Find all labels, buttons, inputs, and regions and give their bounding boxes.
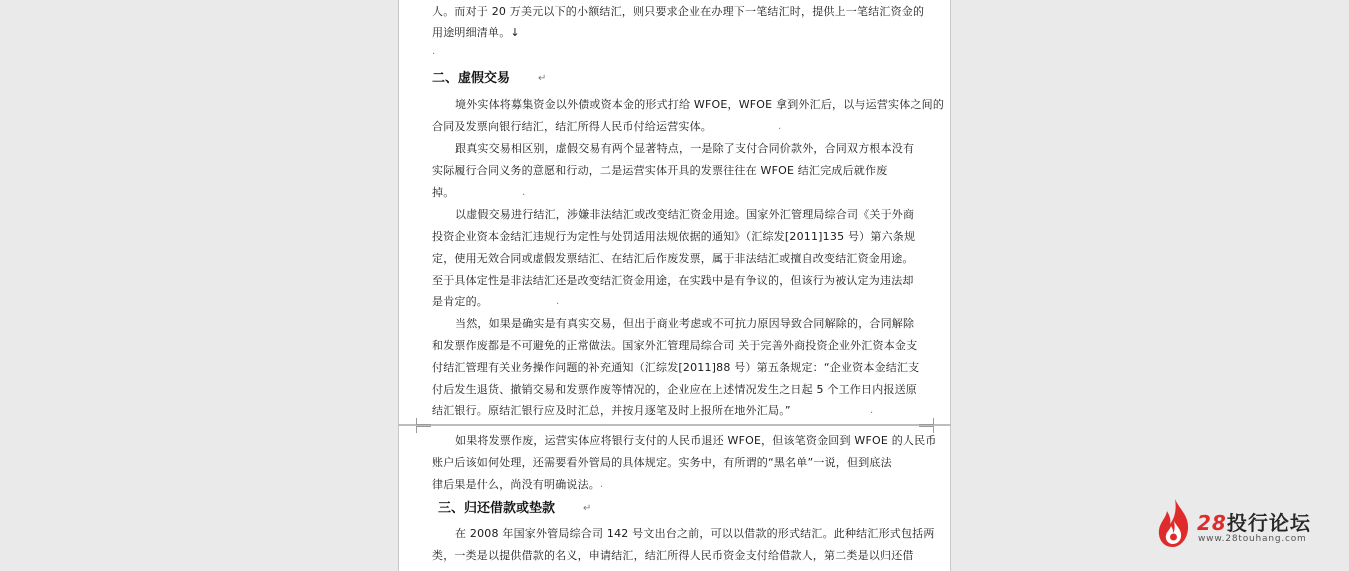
- paragraph-mark: .: [522, 187, 526, 198]
- site-watermark-logo: [1155, 497, 1330, 549]
- paragraph-mark: .: [432, 46, 436, 57]
- logo-title: 28投行论坛: [1197, 511, 1311, 535]
- paragraph-line[interactable]: 以虚假交易进行结汇，涉嫌非法结汇或改变结汇资金用途。国家外汇管理局综合司《关于外商: [455, 208, 915, 221]
- paragraph-line[interactable]: 实际履行合同义务的意愿和行动，二是运营实体开具的发票往往在 WFOE 结汇完成后就作废: [432, 164, 888, 177]
- page-corner-mark: [416, 418, 431, 425]
- paragraph-line[interactable]: 付结汇管理有关业务操作问题的补充通知（汇综发[2011]88 号）第五条规定：“企业资本金结汇支: [432, 361, 920, 374]
- paragraph-mark: ↵: [538, 73, 547, 84]
- paragraph-line[interactable]: 投资企业资本金结汇违规行为定性与处罚适用法规依据的通知》（汇综发[2011]135 号）第六条规: [432, 230, 916, 243]
- paragraph-line[interactable]: 人。而对于 20 万美元以下的小额结汇，则只要求企业在办理下一笔结汇时，提供上一笔结汇资金的: [432, 5, 925, 18]
- paragraph-mark: ↵: [583, 503, 592, 514]
- flame-icon: [1155, 497, 1195, 549]
- paragraph-line[interactable]: 付后发生退货、撤销交易和发票作废等情况的，企业应在上述情况发生之日起 5 个工作日内报送原: [432, 383, 917, 396]
- page-corner-mark: [416, 426, 431, 433]
- paragraph-line[interactable]: 结汇银行。原结汇银行应及时汇总，并按月逐笔及时上报所在地外汇局。”: [432, 404, 791, 417]
- paragraph-line[interactable]: 境外实体将募集资金以外债或资本金的形式打给 WFOE，WFOE 拿到外汇后，以与运营实体之间的: [455, 98, 945, 111]
- paragraph-line[interactable]: 如果将发票作废，运营实体应将银行支付的人民币退还 WFOE，但该笔资金回到 WFOE 的人民币: [455, 434, 937, 447]
- paragraph-line[interactable]: 和发票作废都是不可避免的正常做法。国家外汇管理局综合司 关于完善外商投资企业外汇资本金支: [432, 339, 918, 352]
- paragraph-line[interactable]: 掉。: [432, 186, 455, 199]
- paragraph-line[interactable]: 定，使用无效合同或虚假发票结汇、在结汇后作废发票，属于非法结汇或擅自改变结汇资金用途。: [432, 252, 914, 265]
- section-heading[interactable]: 二、虚假交易: [432, 71, 511, 86]
- paragraph-line[interactable]: 用途明细清单。↓: [432, 26, 520, 39]
- page-corner-mark: [919, 418, 934, 425]
- paragraph-line[interactable]: 在 2008 年国家外管局综合司 142 号文出台之前，可以以借款的形式结汇。此种结汇形式包括两: [455, 527, 935, 540]
- paragraph-line[interactable]: 是肯定的。: [432, 295, 488, 308]
- section-heading[interactable]: 三、归还借款或垫款: [438, 501, 556, 516]
- page-corner-mark: [919, 426, 934, 433]
- paragraph-mark: .: [600, 479, 604, 490]
- paragraph-mark: .: [556, 296, 560, 307]
- paragraph-line[interactable]: 合同及发票向银行结汇，结汇所得人民币付给运营实体。: [432, 120, 712, 133]
- paragraph-line[interactable]: 当然，如果是确实是有真实交易，但出于商业考虑或不可抗力原因导致合同解除的，合同解除: [455, 317, 915, 330]
- paragraph-mark: .: [870, 405, 874, 416]
- paragraph-mark: .: [778, 121, 782, 132]
- paragraph-line[interactable]: 律后果是什么，尚没有明确说法。: [432, 478, 600, 491]
- paragraph-line[interactable]: 跟真实交易相区别，虚假交易有两个显著特点，一是除了支付合同价款外，合同双方根本没有: [455, 142, 915, 155]
- paragraph-line[interactable]: 账户后该如何处理，还需要看外管局的具体规定。实务中，有所谓的“黑名单”一说，但到底法: [432, 456, 892, 469]
- paragraph-line[interactable]: 类，一类是以提供借款的名义，申请结汇，结汇所得人民币资金支付给借款人，第二类是以归还借: [432, 549, 914, 562]
- logo-url: www.28touhang.com: [1198, 534, 1307, 544]
- paragraph-line[interactable]: 至于具体定性是非法结汇还是改变结汇资金用途，在实践中是有争议的，但该行为被认定为违法却: [432, 274, 914, 287]
